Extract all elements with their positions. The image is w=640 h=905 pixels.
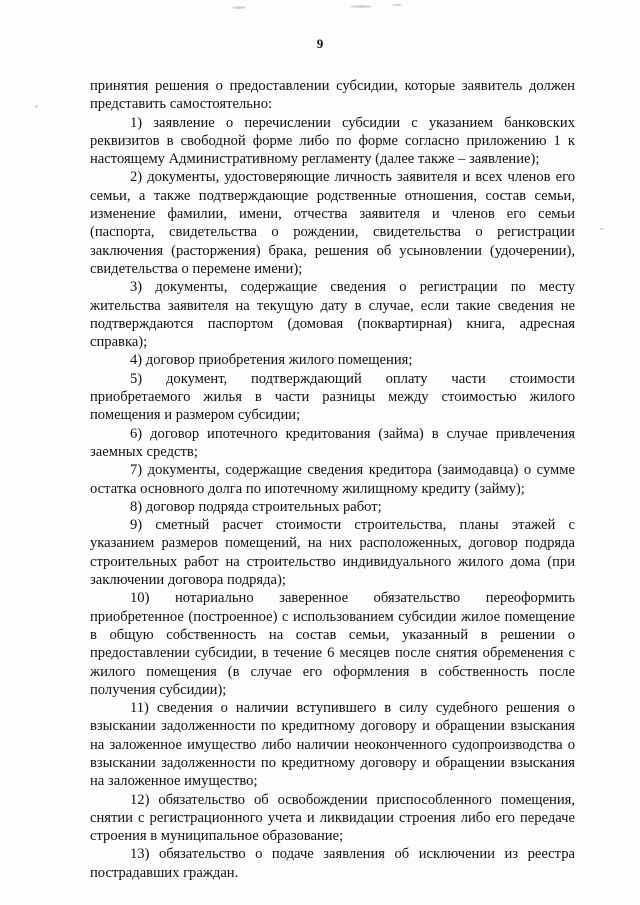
paragraph: принятия решения о предоставлении субсидии, которые заявитель должен представить самостоятельно: <box>90 78 575 113</box>
paragraph: 10) нотариально заверенное обязательство переоформить приобретенное (построенное) с использованием субсидии жилое помещение в общую собственность на состав семьи, указанный в решении о предоставлении субсидии, в течение 6 месяцев после снятия обременения с жилого помещения (в случае его оформления в собственность после получения субсидии); <box>90 590 575 698</box>
paragraph: 9) сметный расчет стоимости строительства, планы этажей с указанием размеров помещений, на них расположенных, договор подряда строительных работ на строительство индивидуального жилого дома (при заключении договора подряда); <box>90 517 575 589</box>
scan-speck <box>392 4 402 6</box>
paragraph: 5) документ, подтверждающий оплату части стоимости приобретаемого жилья в части разницы между стоимостью жилого помещения и размером субсидии; <box>90 370 575 424</box>
paragraph: 8) договор подряда строительных работ; <box>130 498 382 515</box>
paragraph: 3) документы, содержащие сведения о регистрации по месту жительства заявителя на текущую дату в случае, если такие сведения не подтверждаются паспортом (домовая (поквартирная) книга, адресная справка); <box>90 279 575 351</box>
paragraph: 11) сведения о наличии вступившего в силу судебного решения о взыскании задолженности по кредитному договору и обращении взыскания на заложенное имущество либо наличии неоконченного судопроизводства о взыскании задолженности по кредитному договору и обращении взыскания на заложенное имущество; <box>90 700 575 790</box>
paragraph: 7) документы, содержащие сведения кредитора (заимодавца) о сумме остатка основного долга по ипотечному жилищному кредиту (займу); <box>90 462 575 497</box>
paragraph: 2) документы, удостоверяющие личность заявителя и всех членов его семьи, а также подтверждающие родственные отношения, состав семьи, изменение фамилии, имени, отчества заявителя и членов его семьи (паспорта, свидетельства о рождении, свидетельства о регистрации заключения (расторжения) брака, решения об усыновлении (удочерении), свидетельства о перемене имени); <box>90 169 575 277</box>
document-text <box>90 77 575 882</box>
scan-speck <box>35 105 38 108</box>
scan-speck <box>350 5 372 8</box>
paragraph: 12) обязательство об освобождении приспособленного помещения, снятии с регистрационного учета и ликвидации строения либо его передаче строения в муниципальное образование; <box>90 791 575 845</box>
paragraph: 4) договор приобретения жилого помещения; <box>130 352 413 369</box>
scan-speck <box>600 228 604 230</box>
paragraph: 6) договор ипотечного кредитования (займа) в случае привлечения заемных средств; <box>90 425 575 460</box>
paragraph: 13) обязательство о подаче заявления об исключении из реестра пострадавших граждан. <box>90 846 575 881</box>
page-number: 9 <box>316 36 324 51</box>
paragraph: 1) заявление о перечислении субсидии с указанием банковских реквизитов в свободной форме либо по форме согласно приложению 1 к настоящему Административному регламенту (далее также – заявление); <box>90 114 575 168</box>
scan-speck <box>232 6 246 9</box>
